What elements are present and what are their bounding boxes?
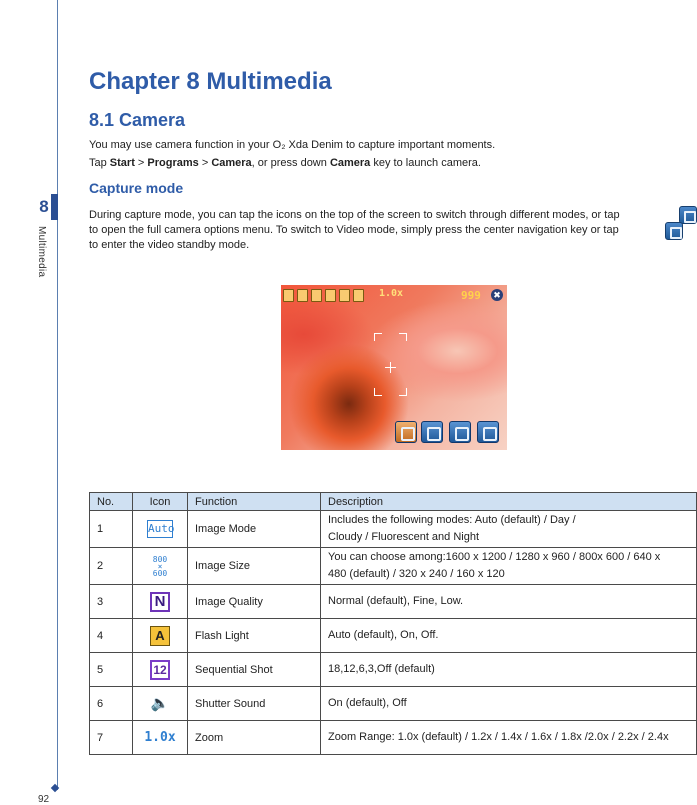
- picture-album-icon[interactable]: [449, 421, 471, 443]
- capture-mode-paragraph: [89, 208, 659, 253]
- description-line: Includes the following modes: Auto (default) / Day /: [328, 514, 576, 526]
- text-run: Tap: [89, 157, 110, 169]
- image-mode-icon[interactable]: [283, 289, 294, 302]
- row-function: Image Quality: [188, 585, 321, 619]
- chapter-tab-marker: [51, 194, 58, 220]
- row-number: 4: [90, 619, 133, 653]
- row-function: Shutter Sound: [188, 687, 321, 721]
- camera-screenshot: [281, 285, 507, 450]
- paragraph-run: During capture mode, you can tap the icons on the top of the screen to switch through different modes, or tap: [89, 209, 620, 221]
- text-run: , or press down: [251, 157, 330, 169]
- sequential-shot-icon[interactable]: [339, 289, 350, 302]
- margin-rule: [57, 0, 58, 790]
- remaining-shots-counter: 999: [461, 289, 481, 302]
- shutter-sound-icon: 🔈: [150, 694, 170, 712]
- row-number: 3: [90, 585, 133, 619]
- zoom-icon: 1.0x: [144, 730, 176, 745]
- sidebar-chapter-label: Multimedia: [36, 226, 47, 278]
- section-title: 8.1 Camera: [89, 110, 186, 130]
- video-mode-icon[interactable]: [477, 421, 499, 443]
- paragraph-run: to open the full camera options menu. To switch to Video mode, simply press the center navigation key or tap: [89, 224, 619, 236]
- person-icon[interactable]: [395, 421, 417, 443]
- zoom-readout[interactable]: 1.0x: [379, 288, 404, 299]
- flash-light-icon: A: [150, 626, 170, 646]
- table-row: [90, 585, 697, 619]
- row-function: Image Mode: [188, 511, 321, 548]
- row-description: Auto (default), On, Off.: [321, 619, 697, 653]
- table-header-function: Function: [188, 493, 321, 511]
- video-mode-icon: [665, 222, 683, 240]
- row-number: 5: [90, 653, 133, 687]
- text-run: key to launch camera.: [370, 157, 481, 169]
- table-row: [90, 687, 697, 721]
- text-run: >: [198, 157, 212, 169]
- focus-frame-corner: [374, 333, 382, 341]
- sequential-shot-icon: 12: [150, 660, 170, 680]
- row-number: 6: [90, 687, 133, 721]
- close-icon[interactable]: ✖: [491, 289, 503, 301]
- start-menu-ref: Start: [109, 157, 135, 169]
- focus-frame-corner: [399, 333, 407, 341]
- description-line: Cloudy / Fluorescent and Night: [328, 531, 480, 543]
- description-line: 480 (default) / 320 x 240 / 160 x 120: [328, 568, 505, 580]
- focus-crosshair: [390, 362, 391, 373]
- shutter-sound-icon[interactable]: [353, 289, 364, 302]
- row-number: 2: [90, 548, 133, 585]
- sidebar-chapter-number: 8: [39, 197, 49, 216]
- table-row: [90, 653, 697, 687]
- row-description: On (default), Off: [321, 687, 697, 721]
- chapter-title: Chapter 8 Multimedia: [89, 68, 332, 95]
- table-header-no: No.: [90, 493, 133, 511]
- flash-light-icon[interactable]: [325, 289, 336, 302]
- camera-ref: Camera: [211, 157, 252, 169]
- table-header-icon: Icon: [133, 493, 188, 511]
- row-function: Sequential Shot: [188, 653, 321, 687]
- row-description: Zoom Range: 1.0x (default) / 1.2x / 1.4x / 1.6x / 1.8x /2.0x / 2.2x / 2.4x: [321, 721, 697, 755]
- row-number: 7: [90, 721, 133, 755]
- capture-mode-table: [89, 492, 697, 755]
- description-line: You can choose among:1600 x 1200 / 1280 x 960 / 800x 600 / 640 x: [328, 551, 661, 563]
- image-size-icon[interactable]: [297, 289, 308, 302]
- focus-frame-corner: [399, 388, 407, 396]
- auto-icon: Auto: [147, 520, 173, 538]
- camera-options-icon: [679, 206, 697, 224]
- intro-line-2: [89, 157, 481, 169]
- camera-options-icon[interactable]: [421, 421, 443, 443]
- row-function: Flash Light: [188, 619, 321, 653]
- row-description: 18,12,6,3,Off (default): [321, 653, 697, 687]
- table-row: [90, 619, 697, 653]
- table-row: [90, 721, 697, 755]
- row-description: [321, 548, 697, 585]
- image-quality-icon[interactable]: [311, 289, 322, 302]
- intro-line-1: You may use camera function in your O₂ Xda Denim to capture important moments.: [89, 139, 496, 151]
- row-description: Normal (default), Fine, Low.: [321, 585, 697, 619]
- programs-ref: Programs: [147, 157, 199, 169]
- camera-key-ref: Camera: [329, 157, 371, 169]
- row-function: Image Size: [188, 548, 321, 585]
- image-quality-icon: N: [150, 592, 170, 612]
- text-run: >: [134, 157, 148, 169]
- paragraph-run: to enter the video standby mode.: [89, 239, 250, 251]
- page-number: 92: [38, 794, 50, 805]
- row-number: 1: [90, 511, 133, 548]
- row-function: Zoom: [188, 721, 321, 755]
- image-size-icon: 800 × 600: [152, 554, 168, 578]
- capture-mode-title: Capture mode: [89, 180, 184, 196]
- row-description: [321, 511, 697, 548]
- focus-frame-corner: [374, 388, 382, 396]
- table-row: [90, 548, 697, 585]
- table-header-description: Description: [321, 493, 697, 511]
- table-row: [90, 511, 697, 548]
